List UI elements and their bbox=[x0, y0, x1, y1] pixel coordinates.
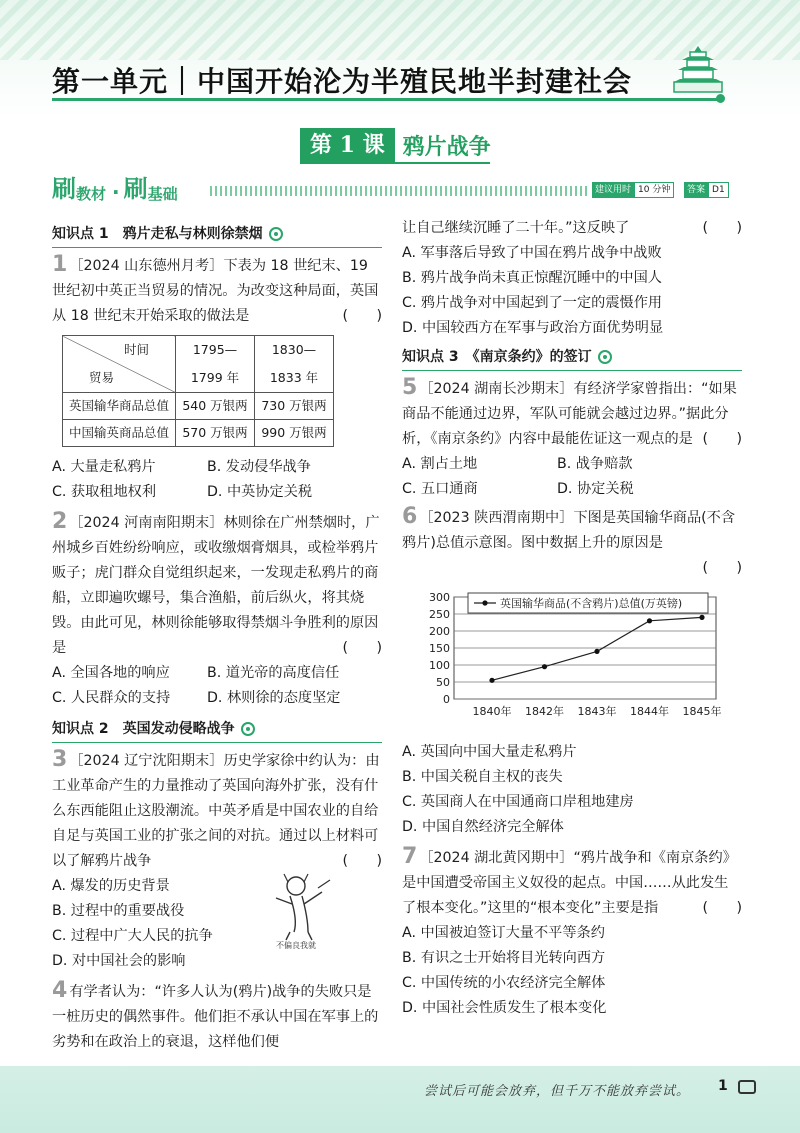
answer-key: 答案 bbox=[684, 182, 708, 198]
q6-option-a: A. 英国向中国大量走私鸦片 bbox=[402, 744, 577, 760]
q5-option-c: C. 五口通商 bbox=[402, 481, 478, 497]
q3-option-c: C. 过程中广大人民的抗争 bbox=[52, 928, 213, 944]
q1-stem: 下表为 18 世纪末、19 世纪初中英正当贸易的情况。为改变这种局面，英国从 18 世纪末开始采取的做法是 bbox=[52, 258, 379, 324]
q4-option-b: B. 鸦片战争尚未真正惊醒沉睡中的中国人 bbox=[402, 270, 662, 286]
q5-option-d: D. 协定关税 bbox=[557, 481, 634, 497]
q6-option-d: D. 中国自然经济完全解体 bbox=[402, 819, 564, 835]
data-point bbox=[699, 615, 704, 620]
x-tick-label: 1844年 bbox=[630, 705, 669, 718]
cartoon-caption: 不偏良我就 bbox=[276, 941, 316, 950]
q2-option-c: C. 人民群众的支持 bbox=[52, 690, 171, 706]
q1-source: ［2024 山东德州月考］ bbox=[69, 258, 224, 274]
banner-shua-2: 刷 bbox=[123, 175, 148, 203]
q4-option-a: A. 军事落后导致了中国在鸦片战争中战败 bbox=[402, 245, 662, 261]
y-tick-label: 150 bbox=[429, 642, 450, 655]
row2-label: 中国输英商品总值 bbox=[63, 420, 176, 447]
y-tick-label: 50 bbox=[436, 676, 450, 689]
diag-bottom: 贸易 bbox=[89, 370, 115, 385]
q5-source: ［2024 湖南长沙期末］ bbox=[419, 381, 574, 397]
q2-option-a: A. 全国各地的响应 bbox=[52, 665, 170, 681]
q4-number: 4 bbox=[52, 978, 68, 1003]
q3-answer-blank: ( ) bbox=[342, 853, 382, 869]
q4-stem-continued: 让自己继续沉睡了二十年。”这反映了 ( ) bbox=[402, 216, 742, 241]
lesson-title bbox=[300, 128, 491, 162]
footer-band bbox=[0, 1066, 800, 1133]
row2-v2: 990 万银两 bbox=[255, 420, 334, 447]
y-tick-label: 250 bbox=[429, 608, 450, 621]
temple-icon bbox=[672, 44, 724, 94]
banner-shua-1: 刷 bbox=[52, 175, 76, 203]
book-icon bbox=[738, 1080, 756, 1094]
q5-number: 5 bbox=[402, 375, 418, 400]
q1-option-b: B. 发动侵华战争 bbox=[207, 459, 311, 475]
q1-option-a: A. 大量走私鸦片 bbox=[52, 459, 156, 475]
target-icon bbox=[598, 350, 612, 364]
lesson-underline bbox=[300, 162, 490, 164]
target-icon bbox=[269, 227, 283, 241]
knowledge-point-3 bbox=[402, 345, 742, 371]
table-diag-header bbox=[63, 336, 176, 393]
q7-source: ［2024 湖北黄冈期中］ bbox=[419, 850, 574, 866]
q2-source: ［2024 河南南阳期末］ bbox=[69, 515, 224, 531]
q4-option-c: C. 鸦片战争对中国起到了一定的震慑作用 bbox=[402, 295, 663, 311]
y-tick-label: 0 bbox=[443, 693, 450, 706]
q4-option-d: D. 中国较西方在军事与政治方面优势明显 bbox=[402, 320, 664, 336]
kp1-title: 知识点 1 鸦片走私与林则徐禁烟 bbox=[52, 225, 263, 242]
q7-option-d: D. 中国社会性质发生了根本变化 bbox=[402, 1000, 607, 1016]
q6-answer-blank: ( ) bbox=[702, 560, 742, 576]
x-tick-label: 1843年 bbox=[577, 705, 617, 718]
q7-option-a: A. 中国被迫签订大量不平等条约 bbox=[402, 925, 605, 941]
section-banner bbox=[52, 176, 180, 204]
q4-stem-part1: 有学者认为：“许多人认为(鸦片)战争的失败只是一桩历史的偶然事件。他们拒不承认中国在军事上的劣势和在政治上的衰退，这样他们便 bbox=[52, 984, 379, 1050]
unit-underline-dot bbox=[716, 94, 725, 103]
q2-option-d: D. 林则徐的态度坚定 bbox=[207, 690, 341, 706]
q5-answer-blank: ( ) bbox=[702, 431, 742, 447]
q3-option-a: A. 爆发的历史背景 bbox=[52, 878, 170, 894]
q2-option-b: B. 道光帝的高度信任 bbox=[207, 665, 340, 681]
unit-title: 第一单元｜中国开始沦为半殖民地半封建社会 bbox=[52, 65, 633, 98]
lesson-number: 第 1 课 bbox=[300, 128, 395, 162]
banner-dot: · bbox=[112, 180, 120, 204]
col2-header-a: 1830— bbox=[255, 336, 334, 365]
x-tick-label: 1842年 bbox=[525, 705, 564, 718]
suggested-time-tag bbox=[592, 182, 674, 198]
question-5 bbox=[402, 377, 742, 502]
question-4 bbox=[52, 980, 382, 1055]
q5-option-a: A. 割占土地 bbox=[402, 456, 478, 472]
data-point bbox=[542, 664, 547, 669]
banner-jiaocai: 教材 bbox=[76, 185, 107, 203]
right-column bbox=[402, 216, 742, 1021]
exports-line-chart bbox=[402, 587, 722, 727]
q6-stem: 下图是英国输华商品(不含鸦片)总值示意图。图中数据上升的原因是 bbox=[402, 510, 736, 551]
q3-option-d: D. 对中国社会的影响 bbox=[52, 953, 186, 969]
y-tick-label: 100 bbox=[429, 659, 450, 672]
knowledge-point-1 bbox=[52, 222, 382, 248]
q5-option-b: B. 战争赔款 bbox=[557, 456, 633, 472]
data-point bbox=[647, 618, 652, 623]
q2-answer-blank: ( ) bbox=[342, 640, 382, 656]
q3-source: ［2024 辽宁沈阳期末］ bbox=[69, 753, 224, 769]
unit-underline bbox=[52, 98, 720, 101]
q2-stem: 林则徐在广州禁烟时，广州城乡百姓纷纷响应，或收缴烟膏烟具，或检举鸦片贩子；虎门群众自觉组织起来，一发现走私鸦片的商船，立即遍吹螺号，集合渔船，前后纵火，将其烧毁。由此可见，林则徐能够取得禁烟斗争胜利的原因是 bbox=[52, 515, 380, 656]
col2-header-b: 1833 年 bbox=[255, 364, 334, 393]
knowledge-point-2 bbox=[52, 717, 382, 743]
q6-option-c: C. 英国商人在中国通商口岸租地建房 bbox=[402, 794, 634, 810]
q7-answer-blank: ( ) bbox=[702, 900, 742, 916]
legend-marker bbox=[482, 600, 487, 605]
answer-value: D1 bbox=[708, 182, 729, 198]
q6-source: ［2023 陕西渭南期中］ bbox=[419, 510, 574, 526]
q1-number: 1 bbox=[52, 252, 68, 277]
q6-option-b: B. 中国关税自主权的丧失 bbox=[402, 769, 563, 785]
page-number: 1 bbox=[718, 1078, 728, 1094]
diag-top: 时间 bbox=[123, 342, 149, 357]
banner-jichu: 基础 bbox=[147, 185, 178, 203]
banner-dotted-rule bbox=[210, 186, 590, 196]
q7-option-c: C. 中国传统的小农经济完全解体 bbox=[402, 975, 606, 991]
question-1 bbox=[52, 254, 382, 505]
row2-v1: 570 万银两 bbox=[176, 420, 255, 447]
lesson-name: 鸦片战争 bbox=[402, 134, 491, 160]
q3-option-b: B. 过程中的重要战役 bbox=[52, 903, 185, 919]
q1-option-d: D. 中英协定关税 bbox=[207, 484, 313, 500]
row1-label: 英国输华商品总值 bbox=[63, 393, 176, 420]
footer-motto: 尝试后可能会放弃，但千万不能放弃尝试。 bbox=[423, 1084, 690, 1099]
q1-answer-blank: ( ) bbox=[342, 308, 382, 324]
col1-header-a: 1795— bbox=[176, 336, 255, 365]
q3-stem: 历史学家徐中约认为：由工业革命产生的力量推动了英国向海外扩张，没有什么东西能阻止这股潮流。中英矛盾是中国农业的自给自足与英国工业的扩张之间的对抗。通过以上材料可以了解鸦片战争 bbox=[52, 753, 380, 869]
legend-label: 英国输华商品(不含鸦片)总值(万英镑) bbox=[500, 597, 683, 610]
data-point bbox=[489, 678, 494, 683]
x-tick-label: 1845年 bbox=[682, 705, 722, 718]
q6-number: 6 bbox=[402, 504, 418, 529]
col1-header-b: 1799 年 bbox=[176, 364, 255, 393]
q3-number: 3 bbox=[52, 747, 68, 772]
data-point bbox=[594, 649, 599, 654]
q5-stem: 有经济学家曾指出：“如果商品不能通过边界，军队可能就会越过边界。”据此分析，《南京条约》内容中最能佐证这一观点的是 bbox=[402, 381, 737, 447]
q7-option-b: B. 有识之士开始将目光转向西方 bbox=[402, 950, 606, 966]
kp3-title: 知识点 3 《南京条约》的签订 bbox=[402, 348, 592, 365]
y-tick-label: 200 bbox=[429, 625, 450, 638]
question-2 bbox=[52, 511, 382, 711]
row1-v2: 730 万银两 bbox=[255, 393, 334, 420]
q7-stem: “鸦片战争和《南京条约》是中国遭受帝国主义奴役的起点。中国……从此发生了根本变化。”这里的“根本变化”主要是指 bbox=[402, 850, 737, 916]
y-tick-label: 300 bbox=[429, 591, 450, 604]
q2-number: 2 bbox=[52, 509, 68, 534]
question-7 bbox=[402, 846, 742, 1021]
target-icon bbox=[241, 722, 255, 736]
question-6 bbox=[402, 506, 742, 840]
x-tick-label: 1840年 bbox=[472, 705, 512, 718]
q1-option-c: C. 获取租地权利 bbox=[52, 484, 157, 500]
time-value: 10 分钟 bbox=[634, 182, 674, 198]
row1-v1: 540 万银两 bbox=[176, 393, 255, 420]
answer-tag bbox=[684, 182, 729, 198]
time-key: 建议用时 bbox=[592, 182, 634, 198]
q7-number: 7 bbox=[402, 844, 418, 869]
q4-answer-blank: ( ) bbox=[702, 220, 742, 236]
trade-table bbox=[62, 335, 334, 447]
kp2-title: 知识点 2 英国发动侵略战争 bbox=[52, 720, 235, 737]
cartoon-figure bbox=[268, 870, 338, 950]
